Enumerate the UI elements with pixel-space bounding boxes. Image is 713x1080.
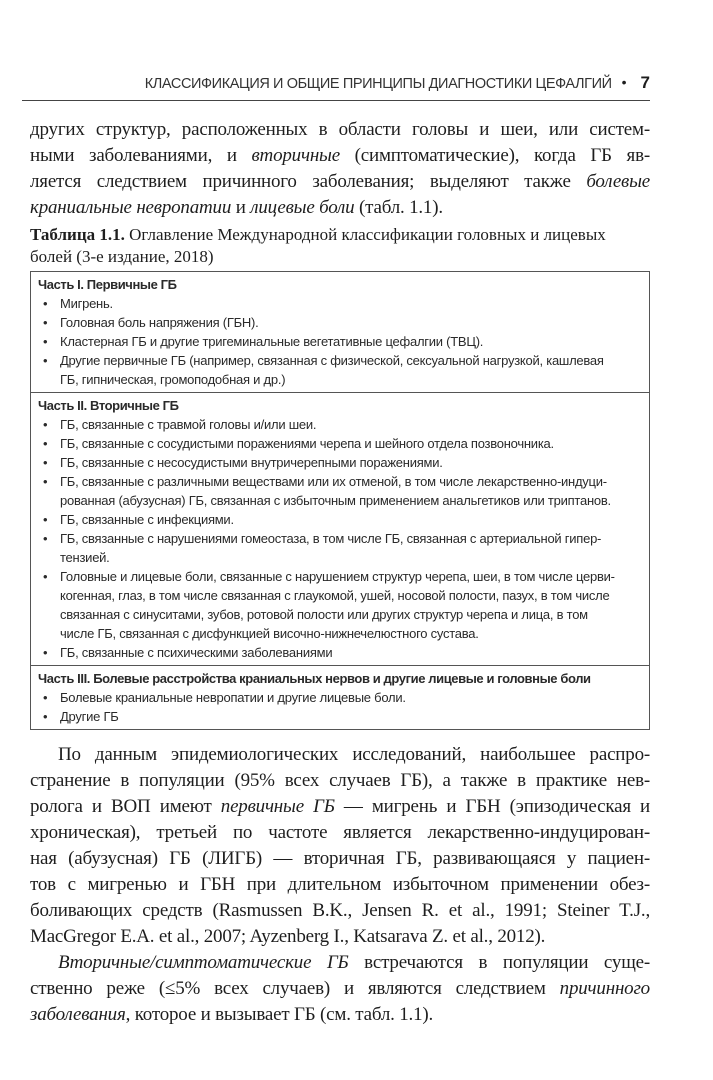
text-span: и (231, 197, 251, 218)
emphasis-text: лицевые боли (250, 197, 355, 218)
emphasis-text: вторичные (251, 145, 340, 166)
emphasis-text: заболевания (30, 1004, 126, 1025)
text-span: ными заболеваниями, и (30, 145, 252, 166)
list-item-line: Мигрень. (60, 296, 113, 311)
list-item-line: тензией. (60, 550, 110, 565)
bullet-icon: • (43, 334, 48, 349)
text-span: встречаются в популяции суще- (348, 952, 650, 973)
text-span: (табл. 1.1). (354, 197, 443, 218)
table-caption-text: Оглавление Международной классификации головных и лицевых болей (3-е издание, 2018) (30, 225, 606, 266)
list-item (38, 567, 649, 643)
list-item-line: Другие первичные ГБ (например, связанная с физической, сексуальной нагрузкой, кашлевая (60, 353, 604, 368)
list-item (38, 529, 649, 567)
bullet-icon: • (43, 569, 48, 584)
list-item (38, 688, 649, 707)
text-span: других структур, расположенных в области головы и шеи, или систем- (30, 119, 650, 140)
running-header (22, 73, 650, 101)
table-section (31, 665, 649, 729)
list-item (38, 434, 649, 453)
list-item-line: связанная с синуситами, зубов, ротовой полости или других структур черепа и лица, в том (60, 607, 588, 622)
list-item-line: ГБ, связанные с различными веществами или их отменой, в том числе лекарственно-индуци- (60, 474, 607, 489)
text-line (30, 1002, 650, 1028)
list-item (38, 294, 649, 313)
text-line (30, 742, 650, 768)
classification-table (30, 271, 650, 730)
list-item (38, 351, 649, 389)
text-span: По данным эпидемиологических исследований, наибольшее распро- (58, 744, 650, 765)
text-line (30, 820, 650, 846)
list-item (38, 415, 649, 434)
text-line (30, 117, 650, 143)
text-span: , которое и вызывает ГБ (см. табл. 1.1). (125, 1004, 434, 1025)
text-span: ственно реже (≤5% всех случаев) и являются следствием (30, 978, 560, 999)
section-title: Часть III. Болевые расстройства краниальных нервов и другие лицевые и головные боли (38, 671, 591, 686)
text-line (30, 872, 650, 898)
list-item (38, 472, 649, 510)
intro-paragraph (30, 117, 650, 221)
bullet-icon: • (43, 474, 48, 489)
list-item-line: Болевые краниальные невропатии и другие лицевые боли. (60, 690, 406, 705)
list-item-line: ГБ, связанные с несосудистыми внутричерепными поражениями. (60, 455, 443, 470)
table-caption-label: Таблица 1.1. (30, 225, 125, 244)
text-span: ная (абузусная) ГБ (ЛИГБ) — вторичная ГБ, развивающаяся у пациен- (30, 848, 650, 869)
list-item-line: Головная боль напряжения (ГБН). (60, 315, 259, 330)
text-span: боливающих средств (Rasmussen B.K., Jensen R. et al., 1991; Steiner T.J., (30, 900, 650, 921)
text-line (30, 143, 650, 169)
bullet-icon: • (43, 417, 48, 432)
secondary-headache-paragraph (30, 950, 650, 1028)
emphasis-text: первичные ГБ (220, 796, 335, 817)
bullet-icon: • (43, 690, 48, 705)
text-span: ляется следствием причинного заболевания; выделяют также (30, 171, 587, 192)
text-line (30, 898, 650, 924)
section-title: Часть I. Первичные ГБ (38, 277, 177, 292)
page-number: 7 (640, 73, 650, 92)
emphasis-text: причинного (559, 978, 650, 999)
emphasis-text: болевые (586, 171, 650, 192)
text-span: странение в популяции (95% всех случаев ГБ), а также в практике нев- (30, 770, 650, 791)
bullet-icon: • (43, 709, 48, 724)
bullet-icon: • (43, 455, 48, 470)
list-item-line: ГБ, связанные с нарушениями гомеостаза, в том числе ГБ, связанная с артериальной гипер- (60, 531, 602, 546)
text-line (30, 924, 650, 950)
list-item-line: числе ГБ, связанная с дисфункцией височно-нижнечелюстного сустава. (60, 626, 479, 641)
text-span: (симптоматические), когда ГБ яв- (339, 145, 650, 166)
bullet-icon: • (43, 436, 48, 451)
epidemiology-paragraph (30, 742, 650, 950)
bullet-icon: • (43, 512, 48, 527)
list-item-line: ГБ, связанные с травмой головы и/или шеи. (60, 417, 317, 432)
list-item-line: ГБ, связанные с инфекциями. (60, 512, 234, 527)
text-line (30, 169, 650, 195)
emphasis-text: Вторичные/симптоматические ГБ (58, 952, 349, 973)
list-item (38, 332, 649, 351)
bullet-icon: • (43, 315, 48, 330)
header-bullet: • (621, 74, 627, 90)
list-item-line: Головные и лицевые боли, связанные с нарушением структур черепа, шеи, в том числе церви- (60, 569, 615, 584)
running-header-title: КЛАССИФИКАЦИЯ И ОБЩИЕ ПРИНЦИПЫ ДИАГНОСТИКИ ЦЕФАЛГИЙ (144, 76, 612, 92)
section-title: Часть II. Вторичные ГБ (38, 398, 179, 413)
list-item-line: когенная, глаз, в том числе связанная с глаукомой, ушей, носовой полости, пазух, в том числе (60, 588, 610, 603)
table-caption (30, 224, 650, 268)
table-section (31, 392, 649, 665)
text-line (30, 846, 650, 872)
list-item (38, 453, 649, 472)
list-item-line: ГБ, связанные с сосудистыми поражениями черепа и шейного отдела позвоночника. (60, 436, 554, 451)
bullet-icon: • (43, 296, 48, 311)
table-section (31, 272, 649, 392)
text-line (30, 768, 650, 794)
list-item (38, 643, 649, 662)
list-item (38, 313, 649, 332)
list-item-line: ГБ, гипническая, громоподобная и др.) (60, 372, 286, 387)
bullet-icon: • (43, 645, 48, 660)
text-span: тов с мигренью и ГБН при длительном избыточном применении обез- (30, 874, 650, 895)
text-line (30, 950, 650, 976)
bullet-icon: • (43, 531, 48, 546)
text-line (30, 195, 650, 221)
text-span: хроническая), третьей по частоте является лекарственно-индуцирован- (30, 822, 650, 843)
text-line (30, 794, 650, 820)
list-item (38, 510, 649, 529)
text-line (30, 976, 650, 1002)
bullet-icon: • (43, 353, 48, 368)
list-item-line: Кластерная ГБ и другие тригеминальные вегетативные цефалгии (ТВЦ). (60, 334, 484, 349)
list-item-line: Другие ГБ (60, 709, 119, 724)
text-span: MacGregor E.A. et al., 2007; Ayzenberg I., Katsarava Z. et al., 2012). (30, 926, 546, 947)
text-span: — мигрень и ГБН (эпизодическая и (334, 796, 650, 817)
list-item-line: ГБ, связанные с психическими заболеваниями (60, 645, 333, 660)
list-item-line: рованная (абузусная) ГБ, связанная с избыточным применением анальгетиков или триптанов. (60, 493, 611, 508)
emphasis-text: краниальные невропатии (30, 197, 232, 218)
table-and-body-flow (30, 224, 650, 1028)
list-item (38, 707, 649, 726)
text-span: ролога и ВОП имеют (30, 796, 221, 817)
